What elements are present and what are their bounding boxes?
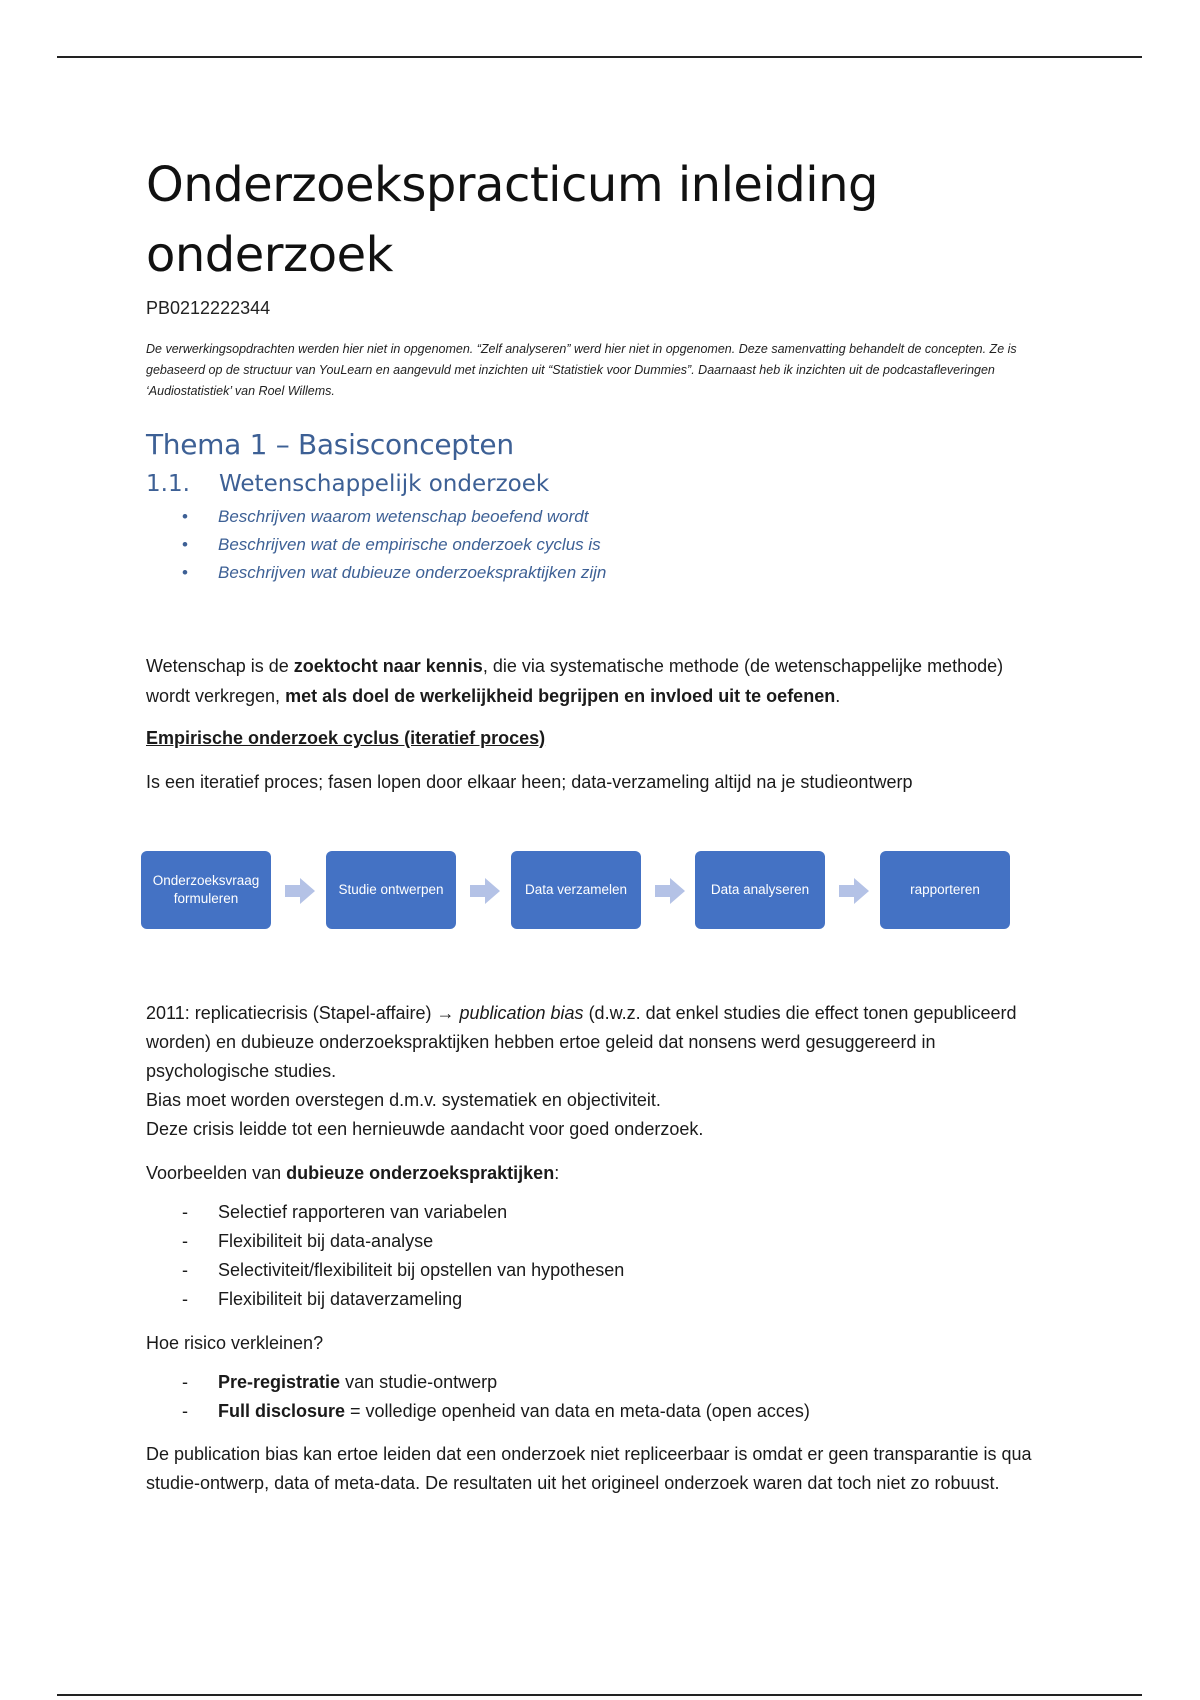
document-title xyxy=(146,150,1046,290)
learning-goals xyxy=(146,503,1046,587)
goal-item: • Beschrijven wat de empirische onderzoek cyclus is xyxy=(182,531,1046,559)
flow-step: Onderzoeksvraag formuleren xyxy=(141,851,271,929)
flow-arrow-icon xyxy=(839,878,869,904)
paragraph-replication: 2011: replicatiecrisis (Stapel-affaire) → publication bias (d.w.z. dat enkel studies die effect tonen gepubliceerd worden) en dubieuze onderzoekspraktijken hebben ertoe geleid dat nonsens werd gesuggereerd in psychologische studies. Bias moet worden overstegen d.m.v. systematiek en objectiviteit. Deze crisis leidde tot een hernieuwde aandacht voor goed onderzoek. xyxy=(146,1003,1017,1139)
section-number: 1.1. xyxy=(146,471,190,497)
closing-paragraph: De publication bias kan ertoe leiden dat een onderzoek niet repliceerbaar is omdat er geen transparantie is qua studie-ontwerp, data of meta-data. De resultaten uit het origineel onderzoek waren dat toch niet zo robuust. xyxy=(146,1444,1032,1493)
course-code: PB0212222344 xyxy=(146,298,271,318)
list-item: - Selectiviteit/flexibiliteit bij opstellen van hypothesen xyxy=(182,1256,1046,1285)
theme-heading: Thema 1 – Basisconcepten xyxy=(146,428,514,461)
section-heading xyxy=(146,471,1046,497)
flow-arrow-icon xyxy=(285,878,315,904)
flow-step: Studie ontwerpen xyxy=(326,851,456,929)
goal-item: • Beschrijven waarom wetenschap beoefend wordt xyxy=(182,503,1046,531)
list-item: - Flexibiliteit bij dataverzameling xyxy=(182,1285,1046,1314)
document-body xyxy=(146,150,1046,1498)
cycle-heading: Empirische onderzoek cyclus (iteratief proces) xyxy=(146,728,546,748)
section-title: Wetenschappelijk onderzoek xyxy=(219,471,550,497)
paragraph-science: Wetenschap is de zoektocht naar kennis, die via systematische methode (de wetenschappelijke methode) wordt verkregen, met als doel de werkelijkheid begrijpen en invloed uit te oefenen. xyxy=(146,656,1004,706)
flow-step: Data verzamelen xyxy=(511,851,641,929)
goal-item: • Beschrijven wat dubieuze onderzoekspraktijken zijn xyxy=(182,559,1046,587)
list-item: - Full disclosure = volledige openheid van data en meta-data (open acces) xyxy=(182,1397,1046,1426)
examples-intro: Voorbeelden van dubieuze onderzoekspraktijken: xyxy=(146,1163,560,1183)
list-item: - Selectief rapporteren van variabelen xyxy=(182,1198,1046,1227)
flow-arrow-icon xyxy=(655,878,685,904)
title-line-1: Onderzoekspracticum inleiding xyxy=(146,157,878,213)
flow-step: rapporteren xyxy=(880,851,1010,929)
risk-question: Hoe risico verkleinen? xyxy=(146,1333,324,1353)
title-line-2: onderzoek xyxy=(146,227,393,283)
top-rule xyxy=(57,56,1142,58)
list-item: - Pre-registratie van studie-ontwerp xyxy=(182,1368,1046,1397)
bottom-rule xyxy=(57,1694,1142,1696)
intro-note: De verwerkingsopdrachten werden hier niet in opgenomen. “Zelf analyseren” werd hier niet in opgenomen. Deze samenvatting behandelt de concepten. Ze is gebaseerd op de structuur van YouLearn en aangevuld met inzichten uit “Statistiek voor Dummies”. Daarnaast heb ik inzichten uit de podcastafleveringen ‘Audiostatistiek’ van Roel Willems. xyxy=(146,342,1017,398)
cycle-text: Is een iteratief proces; fasen lopen door elkaar heen; data-verzameling altijd na je studieontwerp xyxy=(146,772,913,792)
list-item: - Flexibiliteit bij data-analyse xyxy=(182,1227,1046,1256)
cycle-flow-diagram xyxy=(141,851,1041,933)
examples-list xyxy=(146,1198,1046,1314)
flow-step: Data analyseren xyxy=(695,851,825,929)
risk-list xyxy=(146,1368,1046,1426)
flow-arrow-icon xyxy=(470,878,500,904)
